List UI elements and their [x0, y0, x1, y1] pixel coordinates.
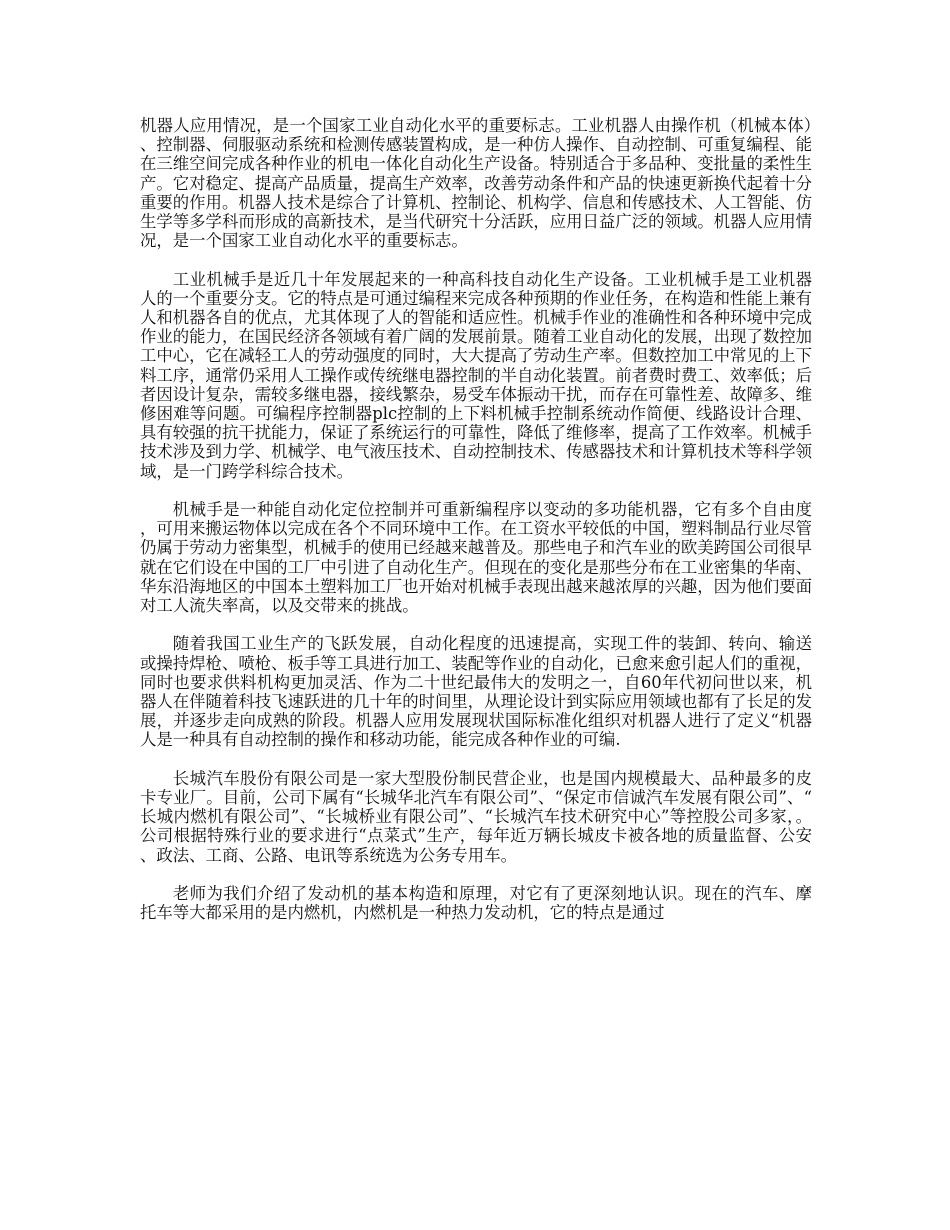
- paragraph-5: 长城汽车股份有限公司是一家大型股份制民营企业，也是国内规模最大、品种最多的皮卡专业厂。目前，公司下属有“长城华北汽车有限公司”、“保定市信诚汽车发展有限公司”、“长城内燃机有限公司”、“长城桥业有限公司”、“长城汽车技术研究中心”等控股公司多家，。公司根据特殊行业的要求进行“点菜式”生产，每年近万辆长城皮卡被各地的质量监督、公安、政法、工商、公路、电讯等系统选为公务专用车。: [140, 768, 812, 865]
- paragraph-2: 工业机械手是近几十年发展起来的一种高科技自动化生产设备。工业机械手是工业机器人的一个重要分支。它的特点是可通过编程来完成各种预期的作业任务，在构造和性能上兼有人和机器各自的优点，尤其体现了人的智能和适应性。机械手作业的准确性和各种环境中完成作业的能力，在国民经济各领域有着广阔的发展前景。随着工业自动化的发展，出现了数控加工中心，它在减轻工人的劳动强度的同时，大大提高了劳动生产率。但数控加工中常见的上下料工序，通常仍采用人工操作或传统继电器控制的半自动化装置。前者费时费工、效率低；后者因设计复杂，需较多继电器，接线繁杂，易受车体振动干扰，而存在可靠性差、故障多、维修困难等问题。可编程序控制器plc控制的上下料机械手控制系统动作简便、线路设计合理、具有较强的抗干扰能力，保证了系统运行的可靠性，降低了维修率，提高了工作效率。机械手技术涉及到力学、机械学、电气液压技术、自动控制技术、传感器技术和计算机技术等科学领域，是一门跨学科综合技术。: [140, 269, 813, 481]
- paragraph-1: 机器人应用情况，是一个国家工业自动化水平的重要标志。工业机器人由操作机（机械本体）、控制器、伺服驱动系统和检测传感装置构成，是一种仿人操作、自动控制、可重复编程、能在三维空间完成各种作业的机电一体化自动化生产设备。特别适合于多品种、变批量的柔性生产。它对稳定、提高产品质量，提高生产效率，改善劳动条件和产品的快速更新换代起着十分重要的作用。机器人技术是综合了计算机、控制论、机构学、信息和传感技术、人工智能、仿生学等多学科而形成的高新技术，是当代研究十分活跃，应用日益广泛的领域。机器人应用情况，是一个国家工业自动化水平的重要标志。: [140, 116, 813, 251]
- paragraph-6: 老师为我们介绍了发动机的基本构造和原理，对它有了更深刻地认识。现在的汽车、摩托车等大都采用的是内燃机，内燃机是一种热力发动机，它的特点是通过: [140, 884, 812, 923]
- document-body: [140, 116, 812, 942]
- paragraph-3: 机械手是一种能自动化定位控制并可重新编程序以变动的多功能机器，它有多个自由度，可用来搬运物体以完成在各个不同环境中工作。在工资水平较低的中国，塑料制品行业尽管仍属于劳动力密集型，机械手的使用已经越来越普及。那些电子和汽车业的欧美跨国公司很早就在它们设在中国的工厂中引进了自动化生产。但现在的变化是那些分布在工业密集的华南、华东沿海地区的中国本土塑料加工厂也开始对机械手表现出越来越浓厚的兴趣，因为他们要面对工人流失率高，以及交带来的挑战。: [140, 500, 813, 616]
- paragraph-4: 随着我国工业生产的飞跃发展，自动化程度的迅速提高，实现工件的装卸、转向、输送或操持焊枪、喷枪、板手等工具进行加工、装配等作业的自动化，已愈来愈引起人们的重视，同时也要求供料机构更加灵活、作为二十世纪最伟大的发明之一，自60年代初问世以来，机器人在伴随着科技飞速跃进的几十年的时间里，从理论设计到实际应用领域也都有了长足的发展，并逐步走向成熟的阶段。机器人应用发展现状国际标准化组织对机器人进行了定义“机器人是一种具有自动控制的操作和移动功能，能完成各种作业的可编.: [140, 634, 813, 750]
